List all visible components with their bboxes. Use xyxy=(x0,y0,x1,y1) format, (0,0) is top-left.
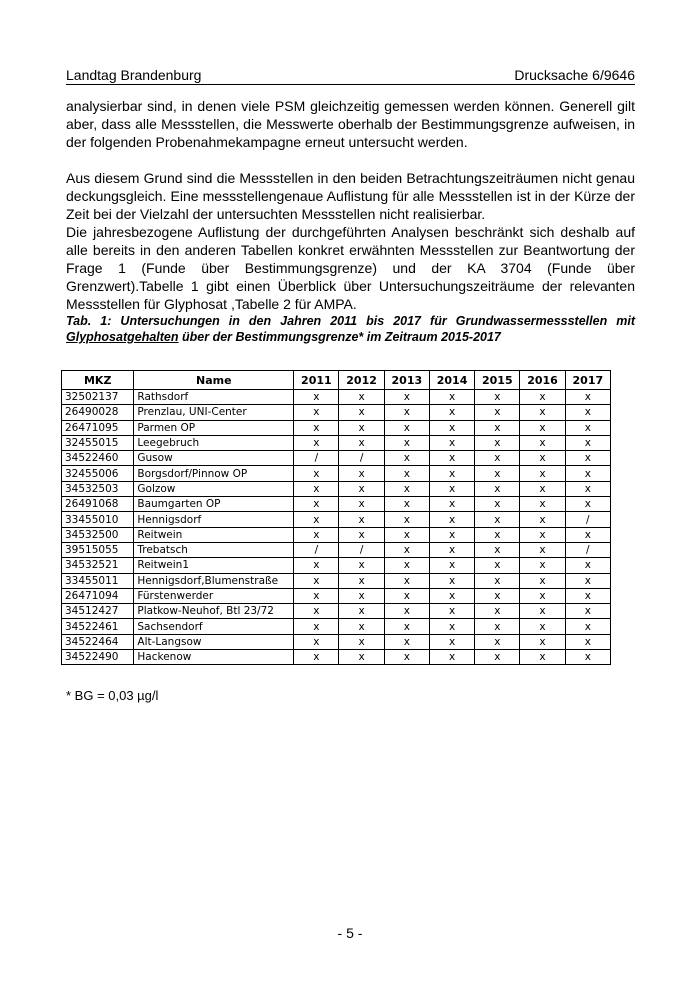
year-cell: x xyxy=(429,634,474,649)
year-cell: x xyxy=(429,451,474,466)
year-cell: x xyxy=(520,512,565,527)
year-cell: x xyxy=(294,573,339,588)
year-cell: x xyxy=(429,390,474,405)
header-left: Landtag Brandenburg xyxy=(66,67,202,83)
year-cell: / xyxy=(339,451,384,466)
year-cell: / xyxy=(294,451,339,466)
year-cell: x xyxy=(429,650,474,665)
paragraph: Aus diesem Grund sind die Messstellen in den beiden Betrachtungszeiträumen nicht genau deckungsgleich. Eine messstellengenaue Auflistung für alle Messstellen ist in der Kürze der Zeit bei der Vielzahl der untersuchten Messstellen nicht realisierbar. xyxy=(66,170,635,222)
year-cell: x xyxy=(339,573,384,588)
year-cell: x xyxy=(520,497,565,512)
year-cell: x xyxy=(475,390,520,405)
year-cell: x xyxy=(384,634,429,649)
year-cell: x xyxy=(475,420,520,435)
year-cell: x xyxy=(429,405,474,420)
table-row xyxy=(62,420,611,435)
year-cell: x xyxy=(339,634,384,649)
year-cell: x xyxy=(294,390,339,405)
mkz-cell: 34522490 xyxy=(62,650,134,665)
year-cell: x xyxy=(520,527,565,542)
year-cell: x xyxy=(384,619,429,634)
paragraph-2-block xyxy=(66,169,635,313)
name-cell: Platkow-Neuhof, Btl 23/72 xyxy=(134,604,294,619)
year-cell: x xyxy=(294,466,339,481)
year-cell: x xyxy=(520,451,565,466)
mkz-cell: 34522464 xyxy=(62,634,134,649)
year-cell: x xyxy=(429,558,474,573)
year-cell: x xyxy=(429,573,474,588)
year-cell: x xyxy=(565,497,610,512)
caption-text-end: über der Bestimmungsgrenze* im Zeitraum 2015-2017 xyxy=(178,330,501,344)
year-cell: x xyxy=(339,512,384,527)
year-cell: / xyxy=(565,512,610,527)
table-row xyxy=(62,588,611,603)
year-cell: x xyxy=(384,650,429,665)
year-cell: x xyxy=(384,405,429,420)
year-cell: x xyxy=(475,466,520,481)
year-cell: x xyxy=(294,619,339,634)
mkz-cell: 34522460 xyxy=(62,451,134,466)
year-cell: x xyxy=(429,604,474,619)
name-cell: Baumgarten OP xyxy=(134,497,294,512)
name-cell: Rathsdorf xyxy=(134,390,294,405)
year-cell: x xyxy=(384,512,429,527)
table-row xyxy=(62,650,611,665)
column-header: 2016 xyxy=(520,371,565,390)
year-cell: x xyxy=(294,512,339,527)
year-cell: x xyxy=(339,405,384,420)
year-cell: x xyxy=(475,497,520,512)
name-cell: Alt-Langsow xyxy=(134,634,294,649)
year-cell: x xyxy=(520,390,565,405)
year-cell: x xyxy=(565,451,610,466)
year-cell: x xyxy=(429,497,474,512)
year-cell: x xyxy=(475,573,520,588)
table-row xyxy=(62,390,611,405)
year-cell: x xyxy=(384,497,429,512)
caption-underlined: Glyphosatgehalten xyxy=(66,330,179,344)
year-cell: x xyxy=(475,558,520,573)
year-cell: x xyxy=(339,619,384,634)
name-cell: Prenzlau, UNI-Center xyxy=(134,405,294,420)
name-cell: Trebatsch xyxy=(134,542,294,557)
year-cell: x xyxy=(339,604,384,619)
year-cell: x xyxy=(339,588,384,603)
name-cell: Hennigsdorf xyxy=(134,512,294,527)
table-row xyxy=(62,435,611,450)
table-row xyxy=(62,405,611,420)
year-cell: x xyxy=(339,558,384,573)
year-cell: x xyxy=(520,573,565,588)
year-cell: x xyxy=(475,451,520,466)
year-cell: x xyxy=(339,390,384,405)
year-cell: x xyxy=(475,604,520,619)
table-row xyxy=(62,573,611,588)
year-cell: x xyxy=(520,481,565,496)
footnote: * BG = 0,03 µg/l xyxy=(66,688,159,703)
year-cell: / xyxy=(294,542,339,557)
year-cell: / xyxy=(339,542,384,557)
year-cell: x xyxy=(475,542,520,557)
year-cell: x xyxy=(429,619,474,634)
year-cell: x xyxy=(384,435,429,450)
year-cell: x xyxy=(475,481,520,496)
mkz-cell: 32455006 xyxy=(62,466,134,481)
caption-text: Tab. 1: Untersuchungen in den Jahren 2011 bis 2017 für Grundwassermessstellen mit xyxy=(66,314,635,328)
year-cell: x xyxy=(294,558,339,573)
year-cell: x xyxy=(475,650,520,665)
year-cell: x xyxy=(565,634,610,649)
year-cell: x xyxy=(520,650,565,665)
year-cell: x xyxy=(429,512,474,527)
column-header: 2013 xyxy=(384,371,429,390)
year-cell: x xyxy=(339,466,384,481)
year-cell: x xyxy=(520,619,565,634)
mkz-cell: 34532503 xyxy=(62,481,134,496)
year-cell: x xyxy=(384,466,429,481)
year-cell: x xyxy=(520,542,565,557)
mkz-cell: 34512427 xyxy=(62,604,134,619)
name-cell: Gusow xyxy=(134,451,294,466)
year-cell: x xyxy=(475,435,520,450)
table-row xyxy=(62,497,611,512)
page-header xyxy=(66,64,635,85)
year-cell: x xyxy=(520,604,565,619)
name-cell: Fürstenwerder xyxy=(134,588,294,603)
year-cell: x xyxy=(429,466,474,481)
year-cell: x xyxy=(565,619,610,634)
mkz-cell: 26471095 xyxy=(62,420,134,435)
mkz-cell: 34532521 xyxy=(62,558,134,573)
paragraph: Die jahresbezogene Auflistung der durchgeführten Analysen beschränkt sich deshalb auf alle bereits in den anderen Tabellen konkret erwähnten Messstellen zur Beantwortung der Frage 1 (Funde über Bestimmungsgrenze) und der KA 3704 (Funde über Grenzwert).Tabelle 1 gibt einen Überblick über Untersuchungszeiträume der relevanten Messstellen für Glyphosat ,Tabelle 2 für AMPA. xyxy=(66,224,635,312)
table-row xyxy=(62,619,611,634)
year-cell: x xyxy=(475,405,520,420)
year-cell: x xyxy=(339,481,384,496)
column-header: Name xyxy=(134,371,294,390)
name-cell: Hennigsdorf,Blumenstraße xyxy=(134,573,294,588)
year-cell: / xyxy=(565,542,610,557)
year-cell: x xyxy=(565,481,610,496)
paragraph: analysierbar sind, in denen viele PSM gleichzeitig gemessen werden können. Generell gilt aber, dass alle Messstellen, die Messwerte oberhalb der Bestimmungsgrenze aufweisen, in der folgenden Probenahmekampagne erneut untersucht werden. xyxy=(66,98,635,150)
year-cell: x xyxy=(429,527,474,542)
page-number: - 5 - xyxy=(337,925,363,941)
year-cell: x xyxy=(384,542,429,557)
year-cell: x xyxy=(294,497,339,512)
year-cell: x xyxy=(294,481,339,496)
name-cell: Borgsdorf/Pinnow OP xyxy=(134,466,294,481)
year-cell: x xyxy=(475,527,520,542)
year-cell: x xyxy=(429,542,474,557)
table-caption xyxy=(66,313,635,345)
year-cell: x xyxy=(429,435,474,450)
year-cell: x xyxy=(294,527,339,542)
year-cell: x xyxy=(475,588,520,603)
year-cell: x xyxy=(520,634,565,649)
column-header: 2012 xyxy=(339,371,384,390)
mkz-cell: 26471094 xyxy=(62,588,134,603)
name-cell: Reitwein1 xyxy=(134,558,294,573)
mkz-cell: 26491068 xyxy=(62,497,134,512)
column-header: 2015 xyxy=(475,371,520,390)
year-cell: x xyxy=(565,558,610,573)
year-cell: x xyxy=(475,512,520,527)
mkz-cell: 26490028 xyxy=(62,405,134,420)
year-cell: x xyxy=(565,604,610,619)
name-cell: Parmen OP xyxy=(134,420,294,435)
year-cell: x xyxy=(339,420,384,435)
year-cell: x xyxy=(565,588,610,603)
mkz-cell: 32455015 xyxy=(62,435,134,450)
table-row xyxy=(62,558,611,573)
year-cell: x xyxy=(565,527,610,542)
year-cell: x xyxy=(475,634,520,649)
table-row xyxy=(62,527,611,542)
year-cell: x xyxy=(384,390,429,405)
paragraph-1-block xyxy=(66,97,635,151)
year-cell: x xyxy=(565,390,610,405)
year-cell: x xyxy=(294,405,339,420)
year-cell: x xyxy=(384,451,429,466)
year-cell: x xyxy=(294,588,339,603)
name-cell: Reitwein xyxy=(134,527,294,542)
header-right: Drucksache 6/9646 xyxy=(514,67,635,83)
table-header-row xyxy=(62,371,611,390)
year-cell: x xyxy=(565,420,610,435)
year-cell: x xyxy=(339,527,384,542)
year-cell: x xyxy=(429,481,474,496)
mkz-cell: 32502137 xyxy=(62,390,134,405)
year-cell: x xyxy=(429,420,474,435)
column-header: 2017 xyxy=(565,371,610,390)
year-cell: x xyxy=(384,604,429,619)
table-body xyxy=(62,390,611,665)
table-row xyxy=(62,542,611,557)
mkz-cell: 34532500 xyxy=(62,527,134,542)
table-row xyxy=(62,451,611,466)
year-cell: x xyxy=(520,588,565,603)
table-row xyxy=(62,604,611,619)
year-cell: x xyxy=(520,405,565,420)
year-cell: x xyxy=(294,420,339,435)
name-cell: Hackenow xyxy=(134,650,294,665)
column-header: 2011 xyxy=(294,371,339,390)
name-cell: Sachsendorf xyxy=(134,619,294,634)
mkz-cell: 33455011 xyxy=(62,573,134,588)
year-cell: x xyxy=(294,650,339,665)
year-cell: x xyxy=(565,466,610,481)
table-row xyxy=(62,466,611,481)
name-cell: Golzow xyxy=(134,481,294,496)
year-cell: x xyxy=(384,527,429,542)
table-row xyxy=(62,481,611,496)
name-cell: Leegebruch xyxy=(134,435,294,450)
year-cell: x xyxy=(475,619,520,634)
year-cell: x xyxy=(565,435,610,450)
year-cell: x xyxy=(384,420,429,435)
year-cell: x xyxy=(520,420,565,435)
year-cell: x xyxy=(339,650,384,665)
column-header: MKZ xyxy=(62,371,134,390)
mkz-cell: 33455010 xyxy=(62,512,134,527)
year-cell: x xyxy=(384,573,429,588)
mkz-cell: 39515055 xyxy=(62,542,134,557)
year-cell: x xyxy=(339,435,384,450)
mkz-cell: 34522461 xyxy=(62,619,134,634)
year-cell: x xyxy=(384,481,429,496)
year-cell: x xyxy=(294,634,339,649)
year-cell: x xyxy=(520,466,565,481)
year-cell: x xyxy=(294,435,339,450)
year-cell: x xyxy=(520,558,565,573)
year-cell: x xyxy=(520,435,565,450)
column-header: 2014 xyxy=(429,371,474,390)
year-cell: x xyxy=(565,650,610,665)
year-cell: x xyxy=(565,573,610,588)
table-row xyxy=(62,512,611,527)
year-cell: x xyxy=(294,604,339,619)
year-cell: x xyxy=(384,588,429,603)
year-cell: x xyxy=(384,558,429,573)
year-cell: x xyxy=(429,588,474,603)
glyphosat-table xyxy=(61,370,611,665)
year-cell: x xyxy=(339,497,384,512)
year-cell: x xyxy=(565,405,610,420)
table-row xyxy=(62,634,611,649)
